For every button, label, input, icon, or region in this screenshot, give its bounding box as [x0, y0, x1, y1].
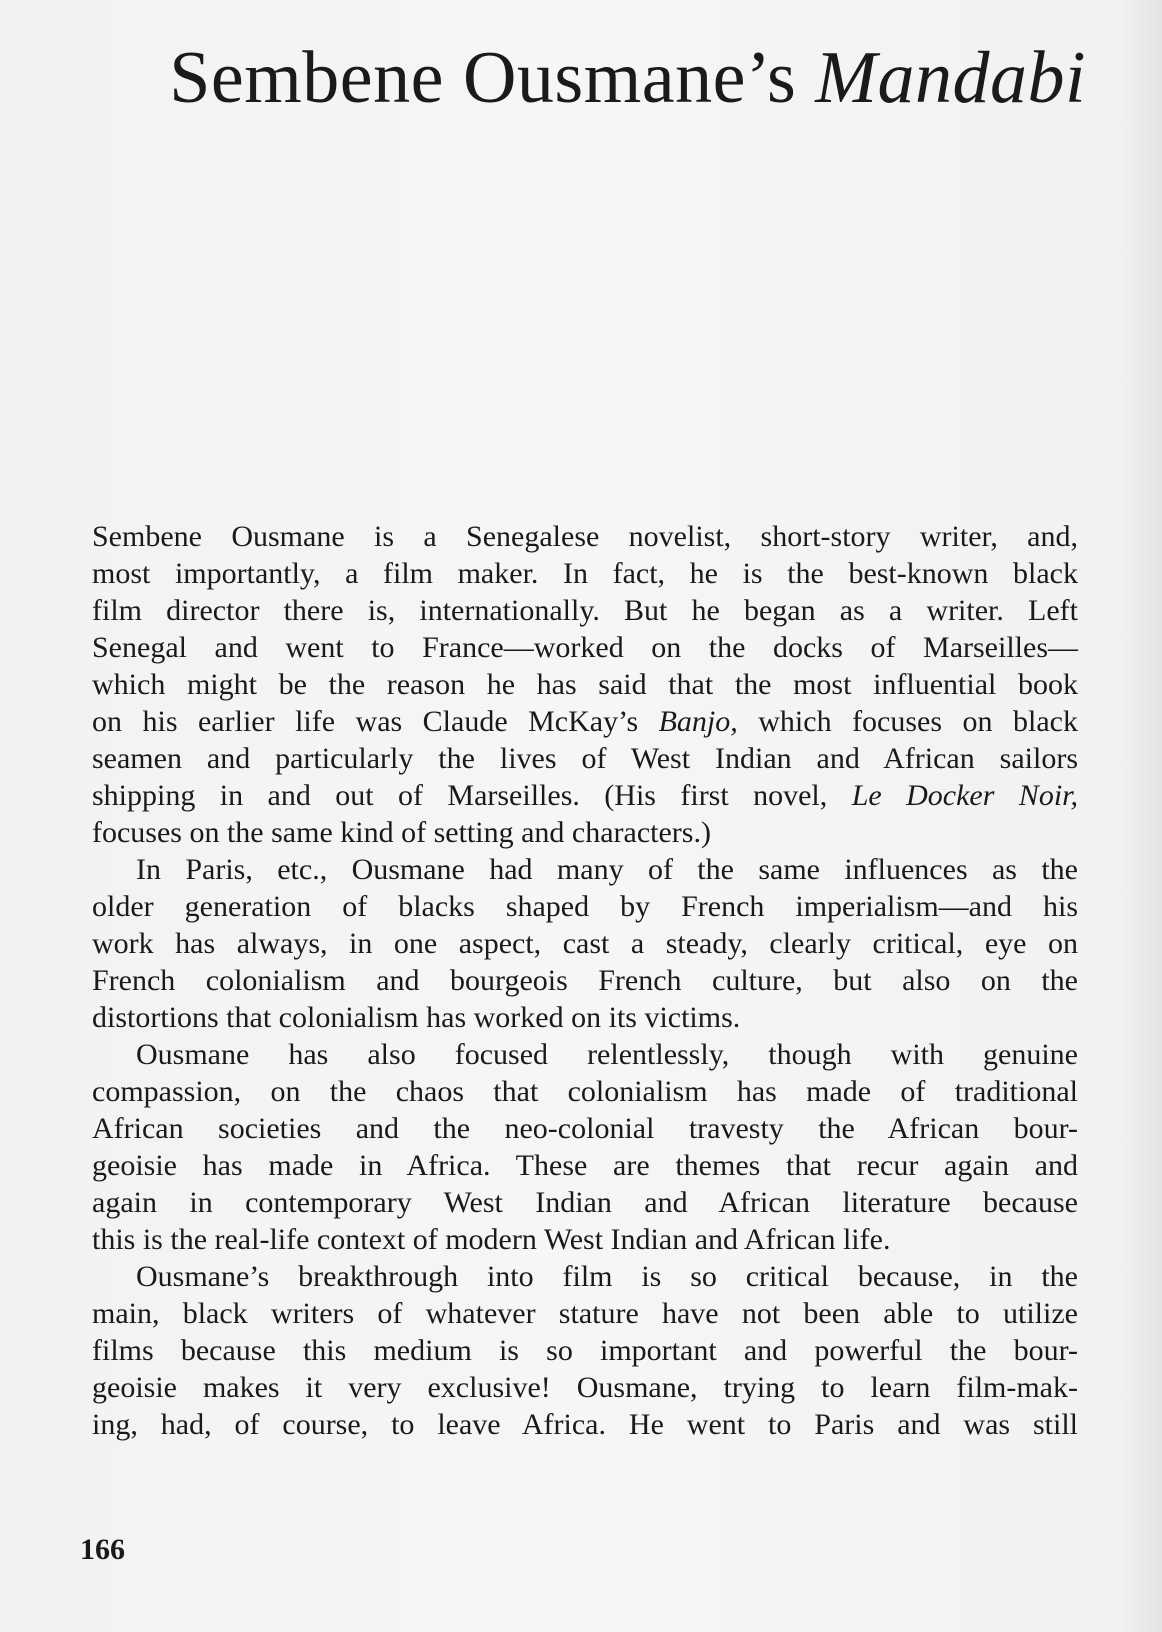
- paragraph-4: [92, 1258, 1078, 1443]
- text-line: seamen and particularly the lives of West Indian and African sailors: [92, 742, 1078, 775]
- text-segment: on his earlier life was Claude McKay’s: [92, 705, 659, 738]
- text-line: Sembene Ousmane is a Senegalese novelist, short-story writer, and,: [92, 520, 1078, 553]
- body-text: [92, 518, 1078, 1443]
- chapter-title-italic: Mandabi: [815, 37, 1086, 119]
- text-segment: shipping in and out of Marseilles. (His first novel,: [92, 779, 852, 812]
- text-line: Ousmane’s breakthrough into film is so critical because, in the: [136, 1260, 1078, 1293]
- text-line: [92, 703, 1078, 740]
- text-line: films because this medium is so important and powerful the bour-: [92, 1334, 1078, 1367]
- book-title-le-docker-noir: Le Docker Noir,: [851, 779, 1079, 812]
- chapter-title: [100, 28, 1086, 128]
- text-line: compassion, on the chaos that colonialism has made of traditional: [92, 1075, 1078, 1108]
- text-line: geoisie makes it very exclusive! Ousmane, trying to learn film-mak-: [92, 1371, 1078, 1404]
- text-line: Ousmane has also focused relentlessly, though with genuine: [136, 1038, 1078, 1071]
- text-line: this is the real-life context of modern West Indian and African life.: [92, 1223, 891, 1256]
- text-line: most importantly, a film maker. In fact, he is the best-known black: [92, 557, 1078, 590]
- paragraph-3: [92, 1036, 1078, 1258]
- page-edge-shadow: [1122, 0, 1162, 1632]
- text-line: geoisie has made in Africa. These are themes that recur again and: [92, 1149, 1078, 1182]
- text-line: main, black writers of whatever stature have not been able to utilize: [92, 1297, 1078, 1330]
- text-line: In Paris, etc., Ousmane had many of the same influences as the: [136, 853, 1078, 886]
- text-line: which might be the reason he has said that the most influential book: [92, 668, 1078, 701]
- paragraph-1: [92, 518, 1078, 851]
- text-line: older generation of blacks shaped by French imperialism—and his: [92, 890, 1078, 923]
- text-line: French colonialism and bourgeois French culture, but also on the: [92, 964, 1078, 997]
- text-line: film director there is, internationally. But he began as a writer. Left: [92, 594, 1078, 627]
- paragraph-2: [92, 851, 1078, 1036]
- chapter-title-main: Sembene Ousmane’s: [169, 37, 816, 119]
- text-line: Senegal and went to France—worked on the docks of Marseilles—: [92, 631, 1078, 664]
- text-line: work has always, in one aspect, cast a steady, clearly critical, eye on: [92, 927, 1078, 960]
- text-line: again in contemporary West Indian and African literature because: [92, 1186, 1078, 1219]
- book-title-banjo: Banjo,: [658, 705, 738, 738]
- text-line: ing, had, of course, to leave Africa. He went to Paris and was still: [92, 1408, 1078, 1441]
- text-line: focuses on the same kind of setting and characters.): [92, 816, 711, 849]
- text-line: African societies and the neo-colonial travesty the African bour-: [92, 1112, 1078, 1145]
- text-segment: which focuses on black: [737, 705, 1078, 738]
- text-line: distortions that colonialism has worked on its victims.: [92, 1001, 741, 1034]
- page-number: 166: [80, 1533, 125, 1566]
- text-line: [92, 777, 1078, 814]
